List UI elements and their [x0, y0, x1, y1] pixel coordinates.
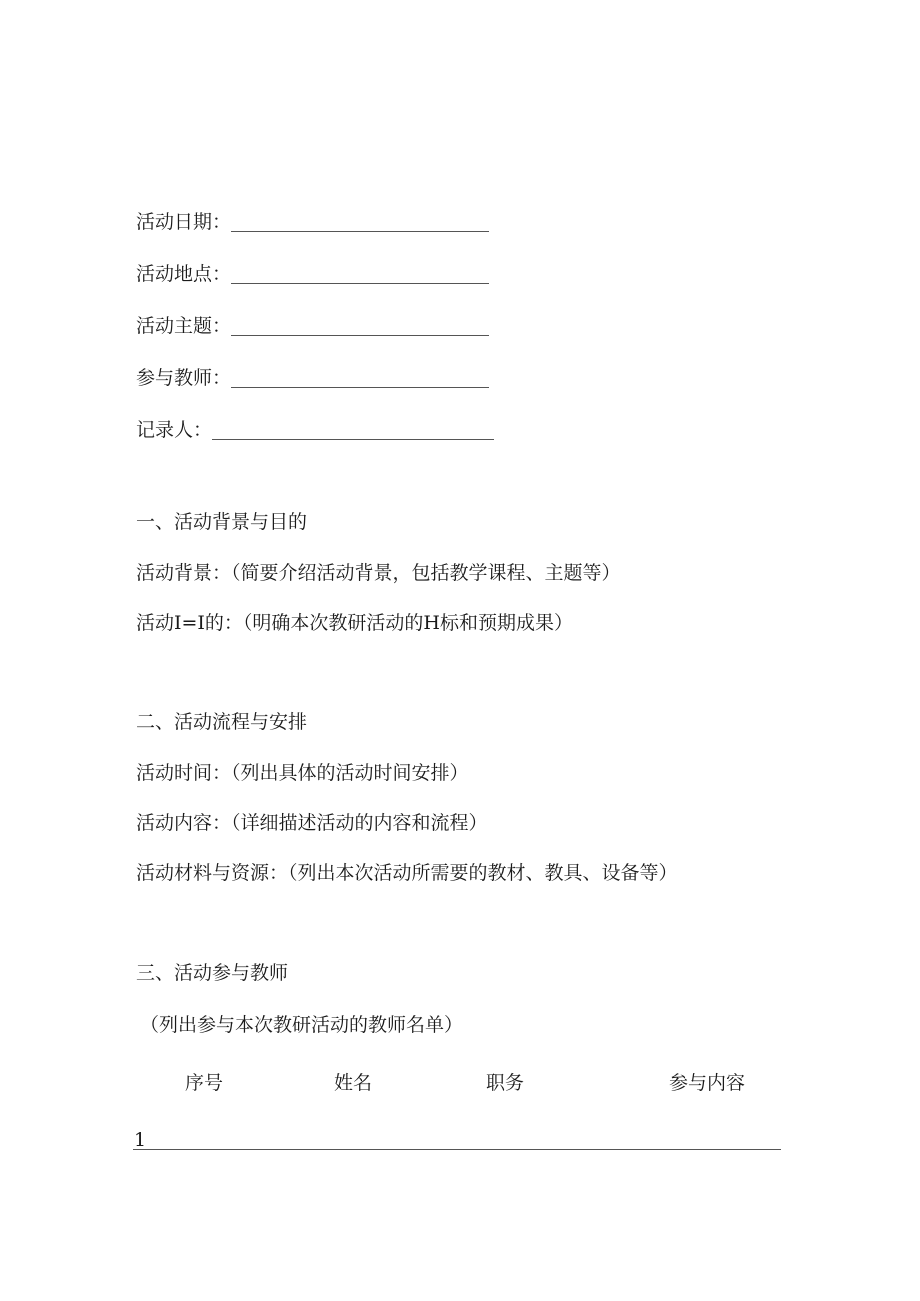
table-header-number: 序号	[185, 1072, 224, 1094]
section2-content: 活动内容：（详细描述活动的内容和流程）	[136, 812, 488, 834]
section2-materials: 活动材料与资源：（列出本次活动所需要的教材、教具、设备等）	[136, 862, 678, 884]
section2-heading: 二、活动流程与安排	[136, 711, 308, 733]
fill-in-blank[interactable]	[212, 419, 494, 440]
section1-background: 活动背景：（简要介绍活动背景，包括教学课程、主题等）	[136, 562, 621, 584]
fill-in-blank[interactable]	[231, 367, 489, 388]
section1-heading: 一、活动背景与目的	[136, 511, 308, 533]
field-recorder	[136, 412, 494, 442]
table-row-number: 1	[134, 1129, 147, 1151]
field-label: 活动地点：	[136, 263, 232, 285]
field-participating-teachers	[136, 360, 489, 390]
field-label: 活动主题：	[136, 315, 232, 337]
fill-in-blank[interactable]	[231, 211, 489, 232]
field-label: 参与教师：	[136, 367, 232, 389]
section3-note: （列出参与本次教研活动的教师名单）	[140, 1014, 464, 1036]
fill-in-blank[interactable]	[231, 263, 489, 284]
section1-purpose: 活动I=I的：（明确本次教研活动的H标和预期成果）	[136, 612, 574, 634]
field-activity-theme	[136, 308, 489, 338]
field-label: 记录人：	[136, 419, 213, 441]
table-row-line	[133, 1149, 781, 1150]
section2-time: 活动时间：（列出具体的活动时间安排）	[136, 762, 469, 784]
field-activity-date	[136, 204, 489, 234]
table-header-position: 职务	[486, 1072, 525, 1094]
section3-heading: 三、活动参与教师	[136, 962, 289, 984]
table-header-name: 姓名	[334, 1072, 373, 1094]
field-label: 活动日期：	[136, 211, 232, 233]
fill-in-blank[interactable]	[231, 315, 489, 336]
field-activity-location	[136, 256, 489, 286]
table-header-participation: 参与内容	[669, 1072, 746, 1094]
